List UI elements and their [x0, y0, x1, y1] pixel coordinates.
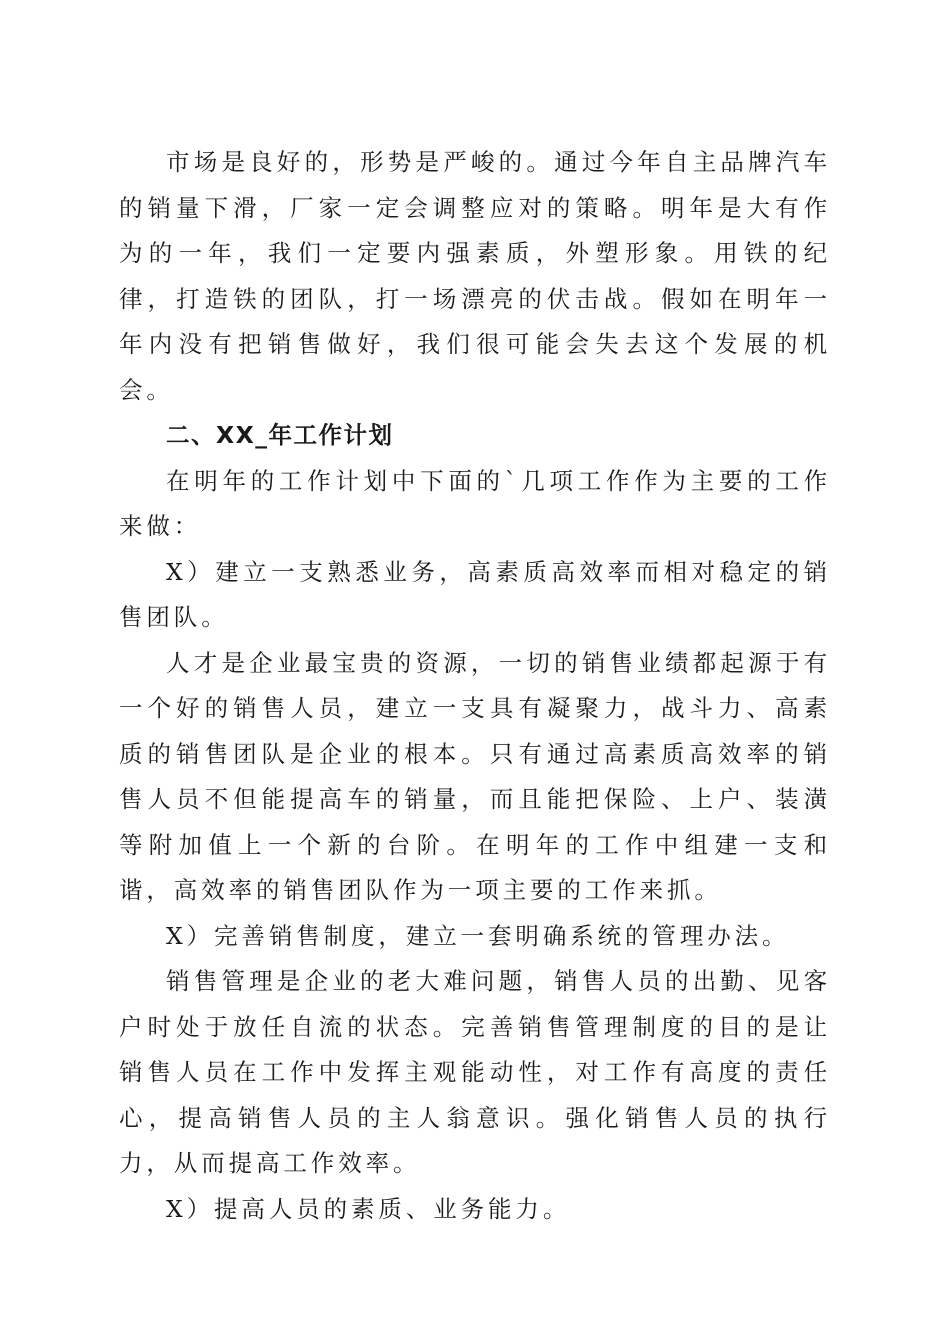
paragraph-sales-management: 销售管理是企业的老大难问题，销售人员的出勤、见客户时处于放任自流的状态。完善销售管理制度的目的是让销售人员在工作中发挥主观能动性，对工作有高度的责任心，提高销售人员的主人翁意识。强化销售人员的执行力，从而提高工作效率。 [119, 967, 831, 1177]
list-item-sales-system: X）完善销售制度，建立一套明确系统的管理办法。 [166, 921, 790, 950]
section-heading-work-plan: 二、XX_年工作计划 [166, 421, 394, 449]
paragraph-talent: 人才是企业最宝贵的资源，一切的销售业绩都起源于有一个好的销售人员，建立一支具有凝聚力，战斗力、高素质的销售团队是企业的根本。只有通过高素质高效率的销售人员不但能提高车的销量，而且能把保险、上户、装潢等附加值上一个新的台阶。在明年的工作中组建一支和谐，高效率的销售团队作为一项主要的工作来抓。 [119, 648, 831, 904]
document-body [119, 140, 831, 1232]
paragraph-market-situation: 市场是良好的，形势是严峻的。通过今年自主品牌汽车的销量下滑，厂家一定会调整应对的策略。明年是大有作为的一年，我们一定要内强素质，外塑形象。用铁的纪律，打造铁的团队，打一场漂亮的伏击战。假如在明年一年内没有把销售做好，我们很可能会失去这个发展的机会。 [119, 148, 831, 404]
paragraph-plan-intro: 在明年的工作计划中下面的`几项工作作为主要的工作来做： [119, 466, 831, 540]
list-item-build-sales-team: X）建立一支熟悉业务，高素质高效率而相对稳定的销售团队。 [119, 557, 831, 631]
list-item-staff-quality: X）提高人员的素质、业务能力。 [166, 1194, 571, 1223]
